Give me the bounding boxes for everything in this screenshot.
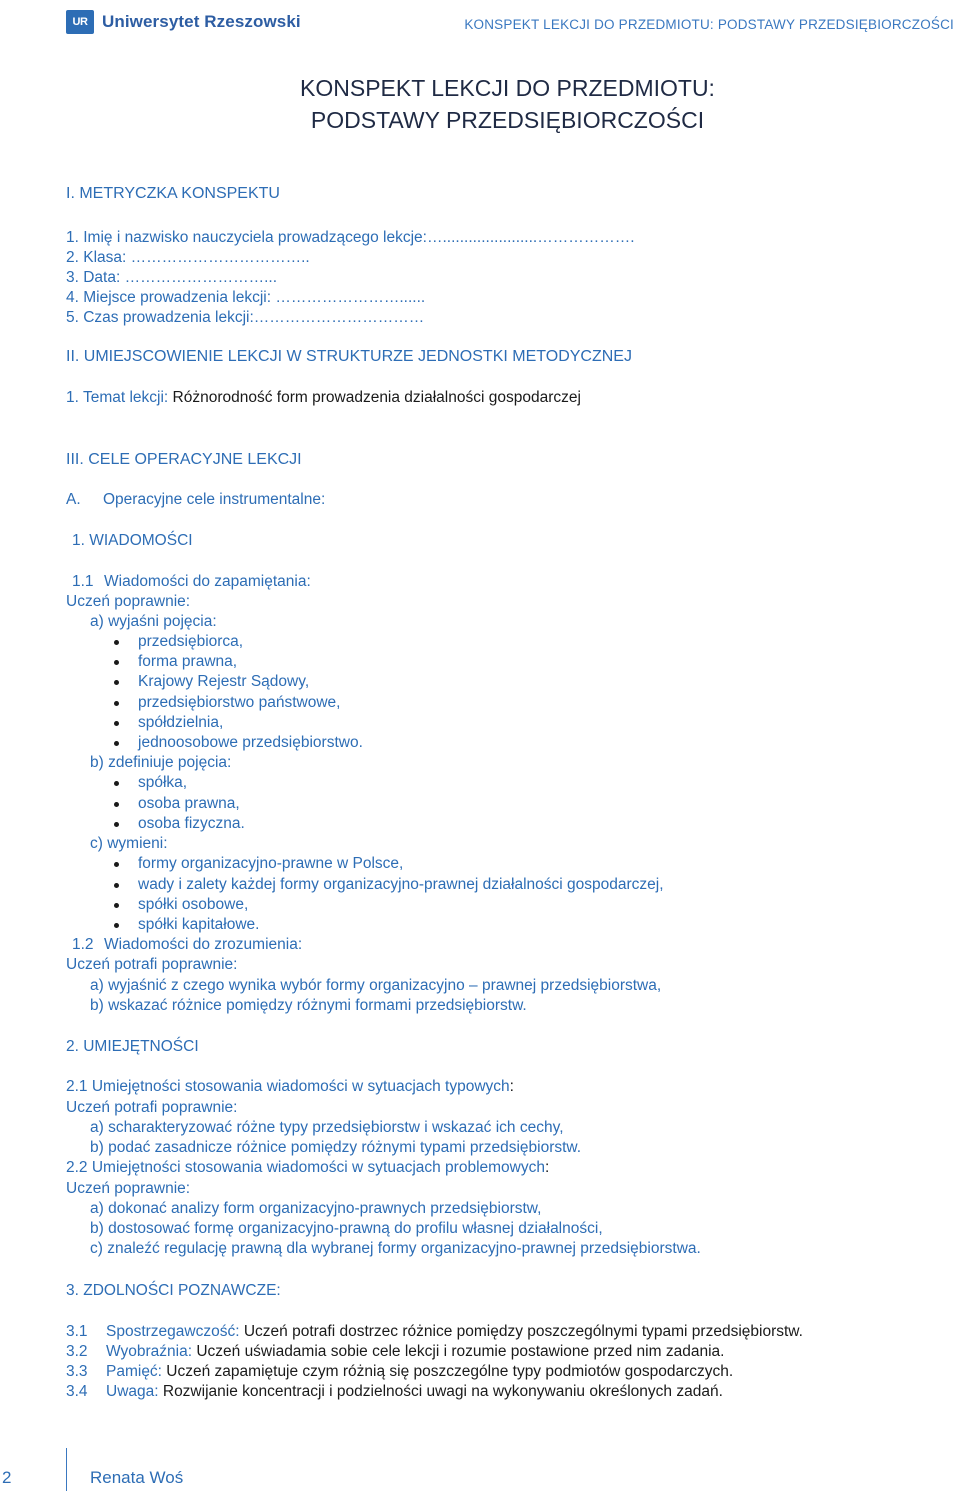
u21-label: 2.1 Umiejętności stosowania wiadomości w sytuacjach typowych [66,1078,510,1095]
section-2-heading: II. UMIEJSCOWIENIE LEKCJI W STRUKTURZE JEDNOSTKI METODYCZNEJ [66,348,632,365]
page-header [0,0,960,48]
list-item: forma prawna, [138,653,238,670]
zdolnosc-text: Uczeń potrafi dostrzec różnice pomiędzy poszczególnymi typami przedsiębiorstw. [239,1323,803,1340]
subsection-a-letter: A. [66,491,81,508]
running-title: KONSPEKT LEKCJI DO PRZEDMIOTU: PODSTAWY PRZEDSIĘBIORCZOŚCI [464,17,954,32]
zdolnosc-item [66,1342,724,1362]
topic-label: 1. Temat lekcji: [66,389,173,406]
list-item: przedsiębiorca, [138,633,244,650]
zdolnosc-item [66,1322,803,1342]
u22-item-a: a) dokonać analizy form organizacyjno-prawnych przedsiębiorstw, [90,1200,542,1217]
u22-item-c: c) znaleźć regulację prawną dla wybranej formy organizacyjno-prawnej przedsiębiorstwa. [90,1240,701,1257]
list-item: spółki kapitałowe. [138,916,260,933]
w12-label: Wiadomości do zrozumienia: [104,936,303,953]
w11-label: Wiadomości do zapamiętania: [104,573,311,590]
zdolnosc-label: Pamięć: [106,1363,162,1380]
metryczka-item-3: 3. Data: ………………………... [66,269,278,286]
list-item: przedsiębiorstwo państwowe, [138,694,341,711]
list-item: spółdzielnia, [138,714,224,731]
footer-divider [66,1448,67,1491]
zdolnosc-text: Uczeń zapamiętuje czym różnią się poszczególne typy podmiotów gospodarczych. [162,1363,734,1380]
list-item: spółka, [138,774,188,791]
zdolnosc-label: Spostrzegawczość: [106,1323,240,1340]
list-item: jednoosobowe przedsiębiorstwo. [138,734,363,751]
metryczka-item-1: 1. Imię i nazwisko nauczyciela prowadzącego lekcje:…......................………………. [66,229,635,246]
w11-a: a) wyjaśni pojęcia: [90,613,217,630]
list-item: spółki osobowe, [138,896,249,913]
u21-heading [66,1077,514,1097]
zdolnosc-item [66,1382,723,1402]
u22-label: 2.2 Umiejętności stosowania wiadomości w sytuacjach problemowych [66,1159,545,1176]
u22-item-b: b) dostosować formę organizacyjno-prawną do profilu własnej działalności, [90,1220,603,1237]
zdolnosc-label: Wyobraźnia: [106,1343,193,1360]
u21-item-a: a) scharakteryzować różne typy przedsiębiorstw i wskazać ich cechy, [90,1119,564,1136]
list-item: Krajowy Rejestr Sądowy, [138,673,310,690]
list-item: formy organizacyjno-prawne w Polsce, [138,855,404,872]
title-line-1: KONSPEKT LEKCJI DO PRZEDMIOTU: [300,75,715,101]
zdolnosc-number: 3.1 [66,1323,88,1340]
section-1-heading: I. METRYCZKA KONSPEKTU [66,185,280,202]
page-number: 2 [2,1468,12,1487]
w12-item-a: a) wyjaśnić z czego wynika wybór formy organizacyjno – prawnej przedsiębiorstwa, [90,977,662,994]
u22-colon: : [545,1159,550,1176]
zdolnosc-number: 3.3 [66,1363,88,1380]
list-item: osoba fizyczna. [138,815,245,832]
zdolnosc-item [66,1362,733,1382]
zdolnosc-number: 3.2 [66,1343,88,1360]
zdolnosci-heading: 3. ZDOLNOŚCI POZNAWCZE: [66,1282,281,1299]
logo-mark-icon: UR [66,10,94,34]
zdolnosc-number: 3.4 [66,1383,88,1400]
subsection-a-label: Operacyjne cele instrumentalne: [103,491,326,508]
u22-heading [66,1158,549,1178]
zdolnosc-text: Uczeń uświadamia sobie cele lekcji i rozumie postawione przed nim zadania. [192,1343,725,1360]
document-title [0,72,960,136]
w12-item-b: b) wskazać różnice pomiędzy różnymi formami przedsiębiorstw. [90,997,527,1014]
zdolnosc-label: Uwaga: [106,1383,159,1400]
w12-number: 1.2 [72,936,94,953]
w11-b: b) zdefiniuje pojęcia: [90,754,232,771]
zdolnosc-text: Rozwijanie koncentracji i podzielności uwagi na wykonywaniu określonych zadań. [158,1383,723,1400]
umiejetnosci-heading: 2. UMIEJĘTNOŚCI [66,1038,199,1055]
list-item: wady i zalety każdej formy organizacyjno-prawnej działalności gospodarczej, [138,876,664,893]
u22-intro: Uczeń poprawnie: [66,1180,191,1197]
w11-number: 1.1 [72,573,94,590]
lesson-topic [66,388,581,408]
metryczka-item-5: 5. Czas prowadzenia lekcji:…………………………… [66,309,425,326]
title-line-2: PODSTAWY PRZEDSIĘBIORCZOŚCI [310,107,705,133]
metryczka-item-4: 4. Miejsce prowadzenia lekcji: ……………………...... [66,289,426,306]
section-3-heading: III. CELE OPERACYJNE LEKCJI [66,451,302,468]
u21-item-b: b) podać zasadnicze różnice pomiędzy różnymi typami przedsiębiorstw. [90,1139,582,1156]
university-name: Uniwersytet Rzeszowski [102,12,301,31]
list-item: osoba prawna, [138,795,240,812]
wiadomosci-heading: 1. WIADOMOŚCI [72,532,193,549]
metryczka-item-2: 2. Klasa: …………………………….. [66,249,310,266]
w11-c: c) wymieni: [90,835,168,852]
w12-intro: Uczeń potrafi poprawnie: [66,956,238,973]
topic-value: Różnorodność form prowadzenia działalności gospodarczej [172,389,581,406]
author-name: Renata Woś [90,1468,184,1487]
u21-intro: Uczeń potrafi poprawnie: [66,1099,238,1116]
w11-intro: Uczeń poprawnie: [66,593,191,610]
u21-colon: : [509,1078,514,1095]
university-logo [66,10,301,34]
